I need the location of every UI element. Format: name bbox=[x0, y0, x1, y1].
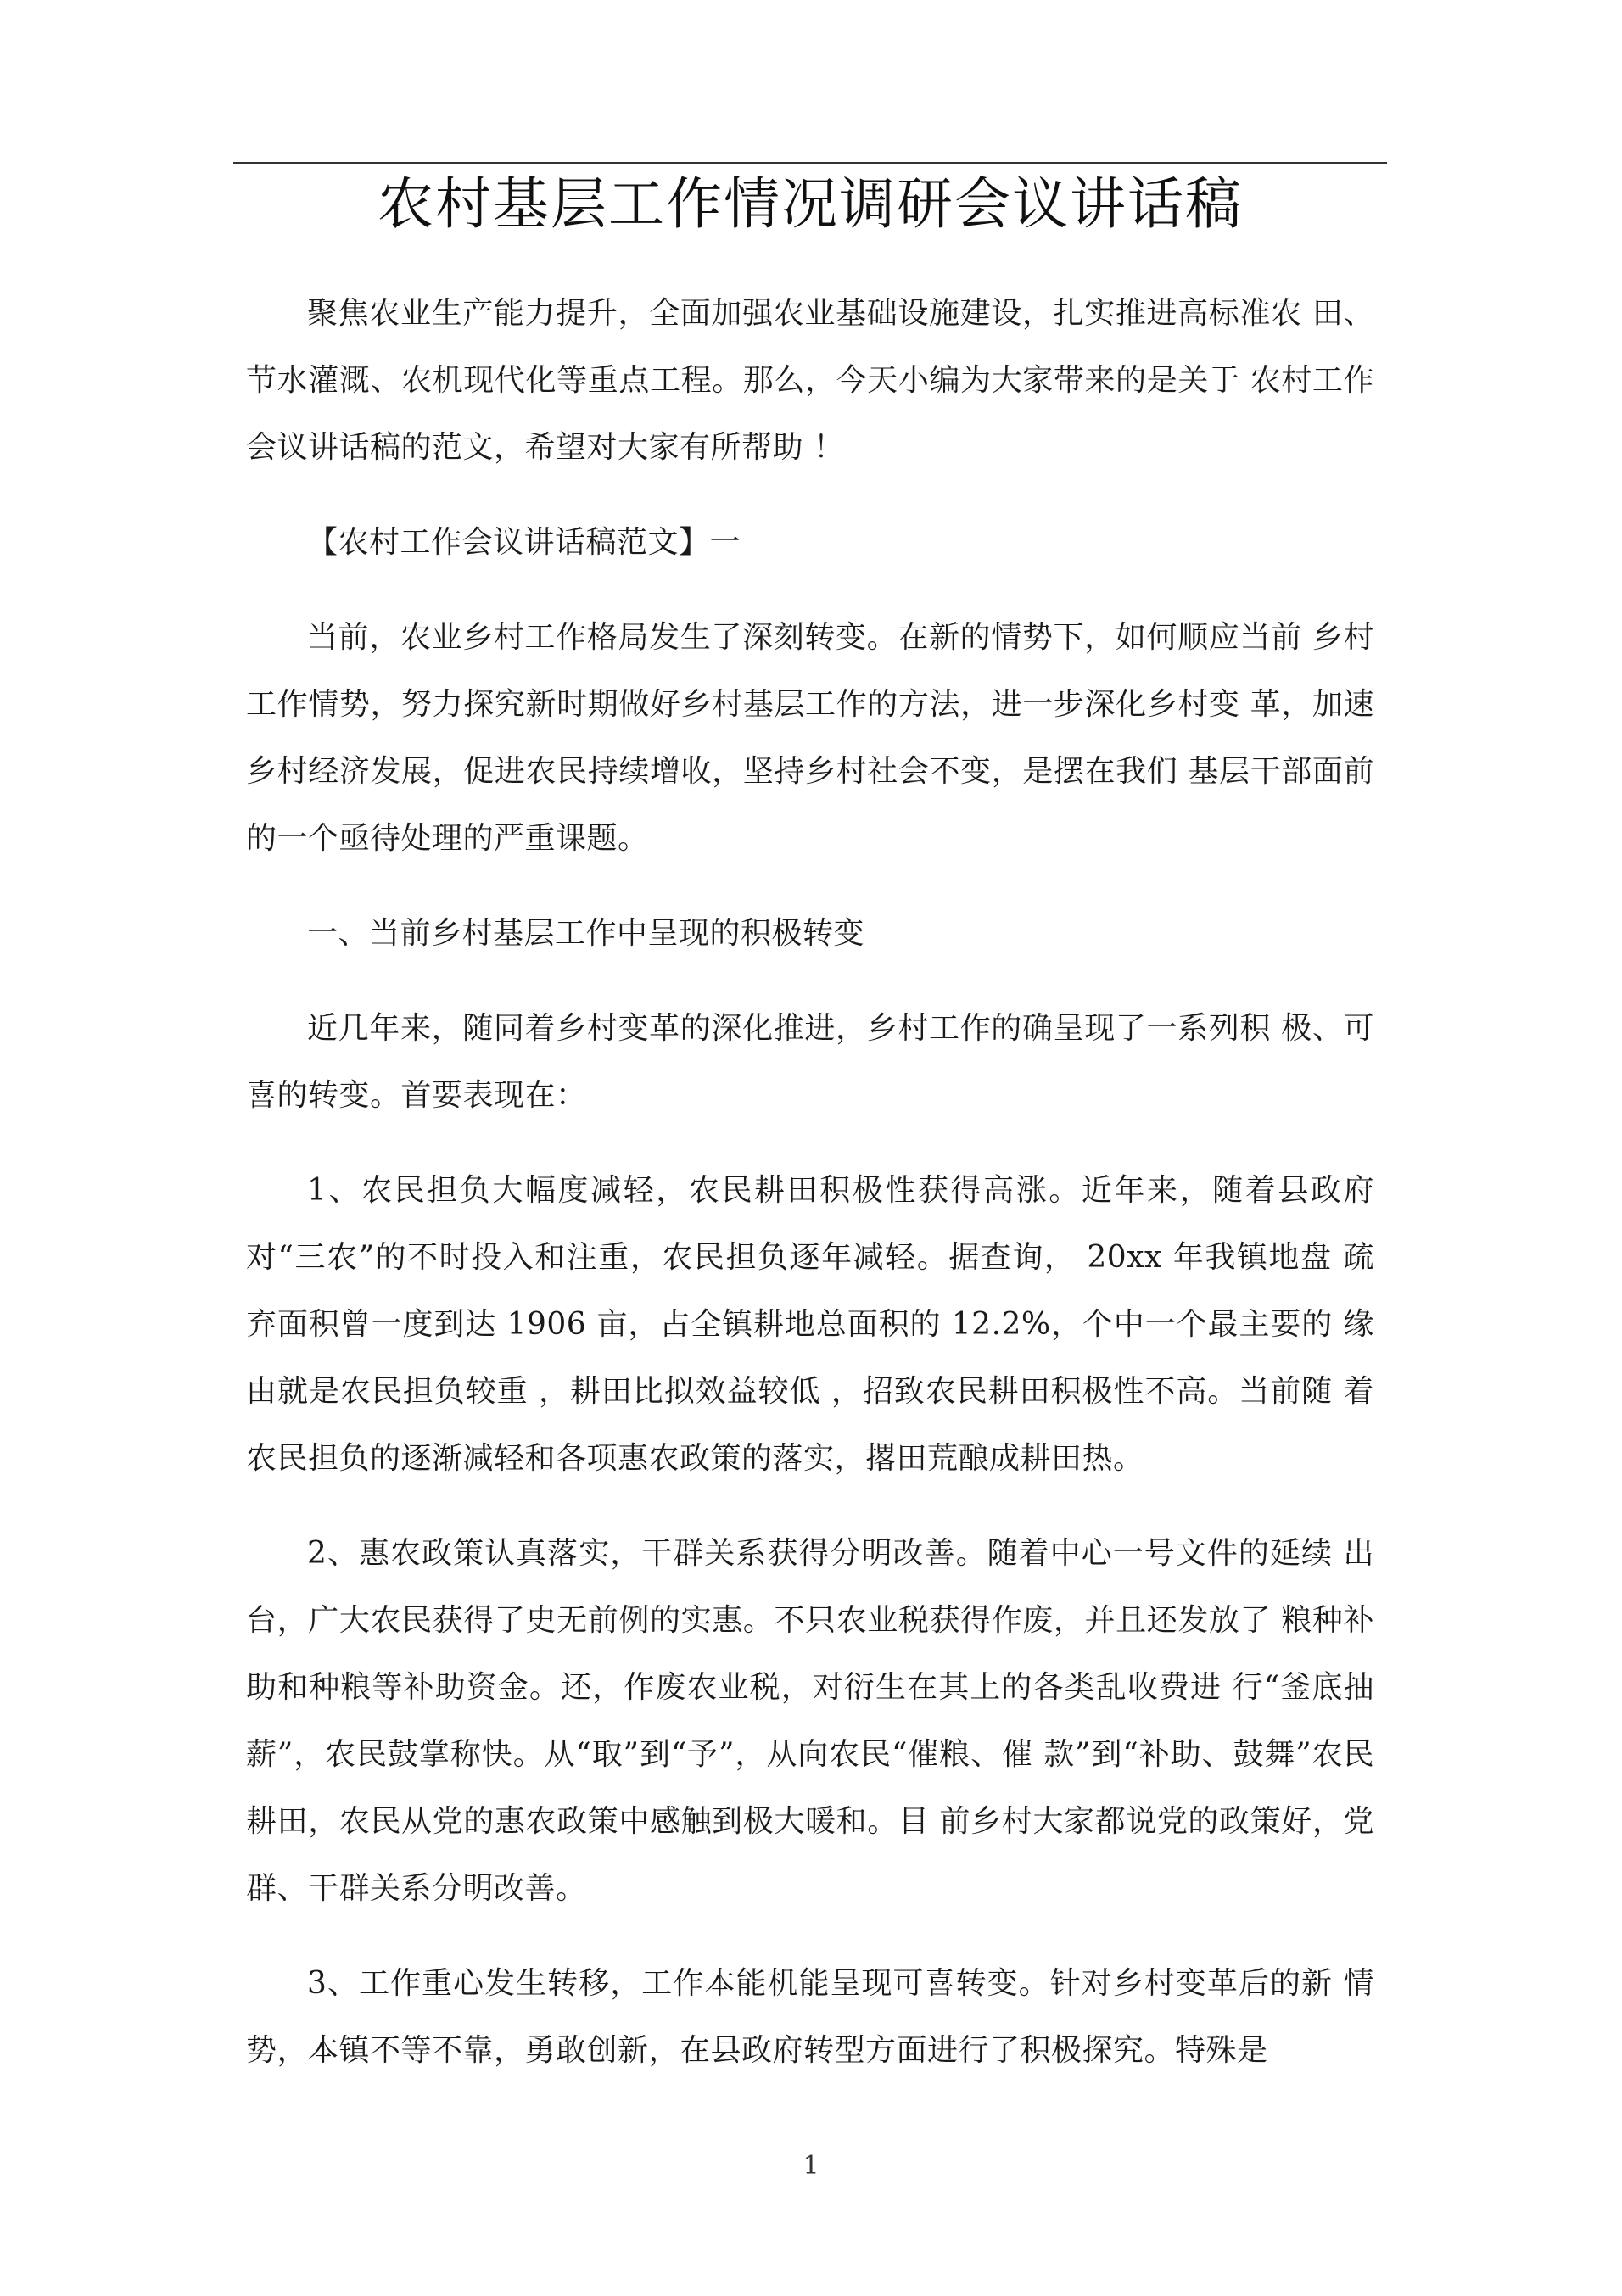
header-rule bbox=[233, 162, 1387, 164]
paragraph-heading-positive-changes: 一、当前乡村基层工作中呈现的积极转变 bbox=[307, 916, 865, 951]
paragraph-point-2: 2、惠农政策认真落实，干群关系获得分明改善。随着中心一号文件的延续 出台，广大农民获得了史无前例的实惠。不只农业税获得作废，并且还发放了 粮种补助和种粮等补助资金。还，作废农业税，对衍生在其上的各类乱收费进 行“釜底抽薪”，农民鼓掌称快。从“取”到“予”，从向农民“催粮、催 款”到“补助、鼓舞”农民耕田，农民从党的惠农政策中感触到极大暖和。目 前乡村大家都说党的政策好，党群、干群关系分明改善。 bbox=[246, 1536, 1374, 1906]
paragraph-intro: 聚焦农业生产能力提升，全面加强农业基础设施建设，扎实推进高标准农 田、节水灌溉、农机现代化等重点工程。那么，今天小编为大家带来的是关于 农村工作会议讲话稿的范文，希望对大家有所帮助 ！ bbox=[246, 296, 1374, 465]
paragraph-recent-years: 近几年来，随同着乡村变革的深化推进，乡村工作的确呈现了一系列积 极、可喜的转变。首要表现在： bbox=[246, 1011, 1374, 1113]
document-body bbox=[246, 280, 1374, 2084]
paragraph-current-situation: 当前，农业乡村工作格局发生了深刻转变。在新的情势下，如何顺应当前 乡村工作情势，努力探究新时期做好乡村基层工作的方法，进一步深化乡村变 革，加速乡村经济发展，促进农民持续增收，坚持乡村社会不变，是摆在我们 基层干部面前的一个亟待处理的严重课题。 bbox=[246, 620, 1374, 856]
paragraph-point-3: 3、工作重心发生转移，工作本能机能呈现可喜转变。针对乡村变革后的新 情势，本镇不等不靠，勇敢创新，在县政府转型方面进行了积极探究。特殊是 bbox=[246, 1966, 1374, 2068]
paragraph-point-1: 1、农民担负大幅度减轻，农民耕田积极性获得高涨。近年来，随着县政府 对“三农”的不时投入和注重，农民担负逐年减轻。据查询， 20xx 年我镇地盘 疏弃面积曾一度到达 1906 亩，占全镇耕地总面积的 12.2%，个中一个最主要的 缘由就是农民担负较重 ，耕田比拟效益较低 ，招致农民耕田积极性不高。当前随 着农民担负的逐渐减轻和各项惠农政策的落实，撂田荒酿成耕田热。 bbox=[246, 1173, 1374, 1476]
document-title: 农村基层工作情况调研会议讲话稿 bbox=[378, 171, 1243, 237]
page-number: 1 bbox=[803, 2151, 819, 2181]
paragraph-section-heading: 【农村工作会议讲话稿范文】一 bbox=[307, 525, 741, 560]
